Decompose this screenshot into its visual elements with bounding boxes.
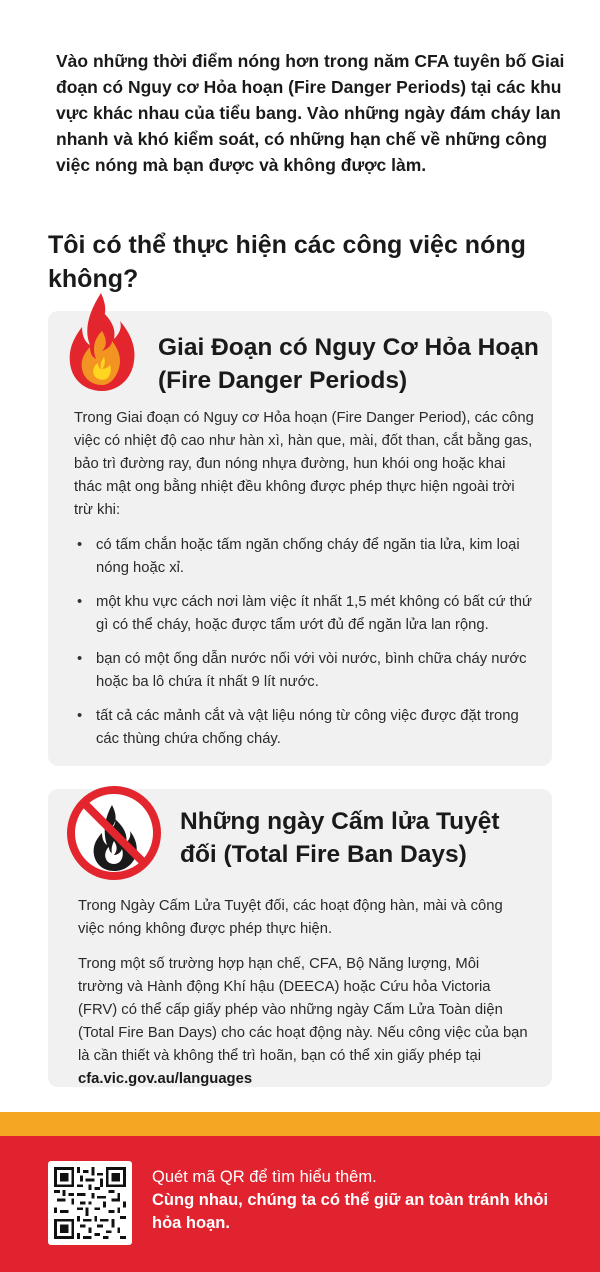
fire-danger-period-title: Giai Đoạn có Nguy Cơ Hỏa Hoạn (Fire Danger Periods) [158, 334, 539, 394]
fire-danger-period-intro: Trong Giai đoạn có Nguy cơ Hỏa hoạn (Fire Danger Period), các công việc có nhiệt độ cao như hàn xì, hàn que, mài, đốt than, cắt bằng gas, bảo trì đường ray, đun nóng nhựa đường, hun khói ong hoặc khai thác mật ong bằng nhiệt đều không được phép thực hiện ngoài trời trừ khi: [74, 410, 534, 518]
section-heading: Tôi có thể thực hiện các công việc nóng không? [48, 231, 526, 293]
footer-text [152, 1166, 572, 1235]
qr-prompt: Quét mã QR để tìm hiểu thêm. [152, 1168, 377, 1186]
qr-code-icon[interactable] [48, 1161, 132, 1245]
no-fire-icon [66, 785, 162, 881]
footer-banner [0, 1136, 600, 1272]
total-fire-ban-para-1: Trong Ngày Cấm Lửa Tuyệt đối, các hoạt động hàn, mài và công việc nóng không được phép thực hiện. [78, 898, 503, 937]
list-item: • bạn có một ống dẫn nước nối với vòi nước, bình chữa cháy nước hoặc ba lô chứa ít nhất 9 lít nước. [74, 648, 536, 694]
total-fire-ban-para-2 [78, 953, 528, 1091]
fire-danger-period-body [74, 407, 536, 762]
total-fire-ban-card [48, 789, 552, 1087]
total-fire-ban-para-2-text: Trong một số trường hợp hạn chế, CFA, Bộ Năng lượng, Môi trường và Hành động Khí hậu (DEECA) hoặc Cứu hỏa Victoria (FRV) có thể cấp giấy phép vào những ngày Cấm Lửa Toàn diện (Total Fire Ban Days) cho các hoạt động này. Nếu công việc của bạn là cần thiết và không thể trì hoãn, bạn có thể xin giấy phép tại [78, 956, 528, 1064]
list-item: • một khu vực cách nơi làm việc ít nhất 1,5 mét không có bất cứ thứ gì có thể cháy, hoặc được tẩm ướt đủ để ngăn lửa lan rộng. [74, 591, 536, 637]
footer-tagline: Cùng nhau, chúng ta có thể giữ an toàn tránh khỏi hỏa hoạn. [152, 1191, 549, 1232]
orange-band [0, 1112, 600, 1136]
conditions-list [74, 534, 536, 751]
list-item: • có tấm chắn hoặc tấm ngăn chống cháy để ngăn tia lửa, kim loại nóng hoặc xỉ. [74, 534, 536, 580]
total-fire-ban-body [78, 895, 528, 1103]
fire-danger-period-card [48, 311, 552, 766]
intro-paragraph: Vào những thời điểm nóng hơn trong năm CFA tuyên bố Giai đoạn có Nguy cơ Hỏa hoạn (Fire Danger Periods) tại các khu vực khác nhau của tiểu bang. Vào những ngày đám cháy lan nhanh và khó kiểm soát, có những hạn chế về những công việc nóng mà bạn được và không được làm. [56, 51, 565, 175]
cfa-languages-link[interactable]: cfa.vic.gov.au/languages [78, 1071, 253, 1087]
flame-icon [68, 291, 138, 393]
list-item: • tất cả các mảnh cắt và vật liệu nóng từ công việc được đặt trong các thùng chứa chống cháy. [74, 705, 536, 751]
total-fire-ban-title: Những ngày Cấm lửa Tuyệt đối (Total Fire Ban Days) [180, 808, 500, 868]
